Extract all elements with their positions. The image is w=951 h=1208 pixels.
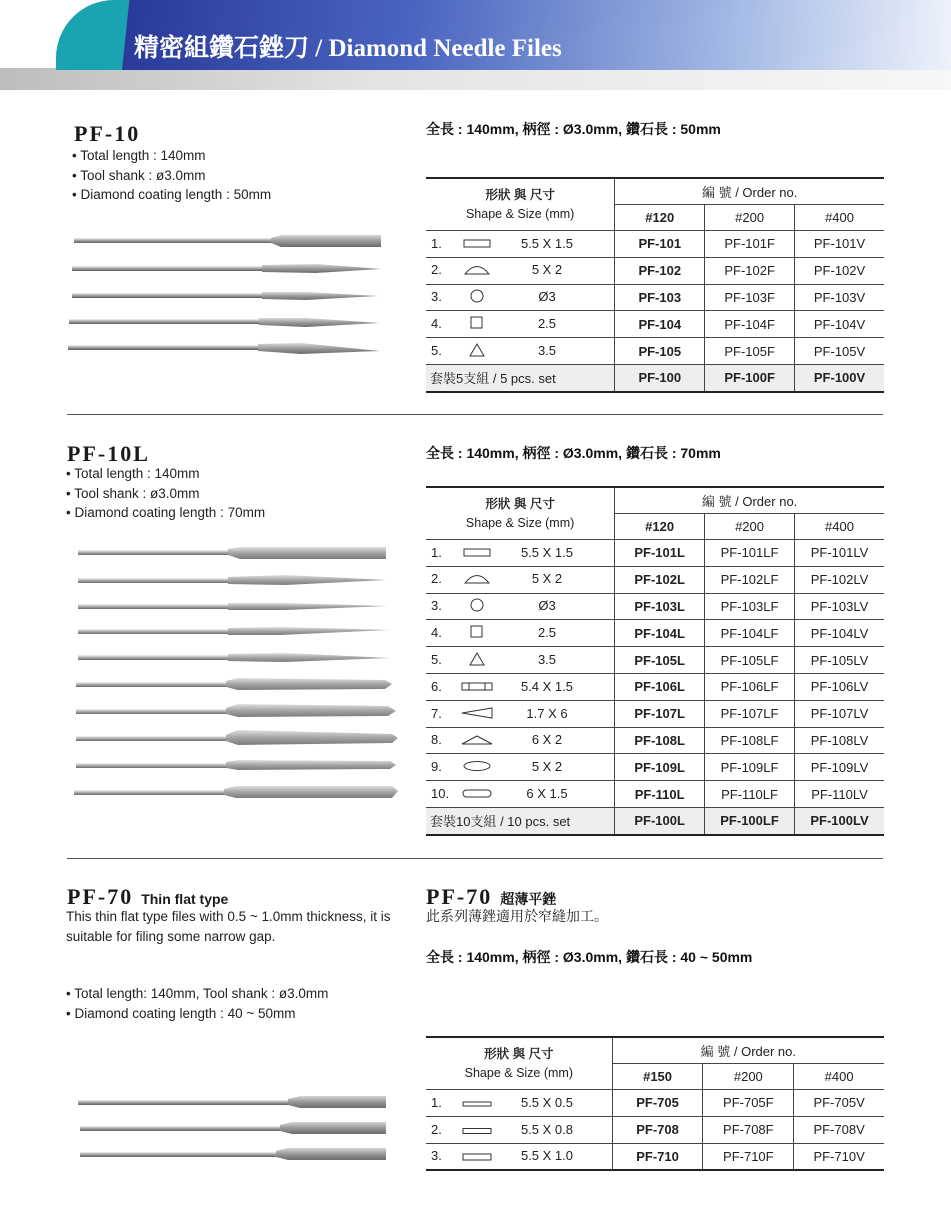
order-code: PF-708V [794, 1116, 884, 1143]
shape-size-header [426, 1037, 612, 1090]
needle-file [72, 292, 378, 300]
pf10-order-table [426, 177, 884, 393]
table-row [426, 700, 884, 727]
size-value: 1.7 X 6 [526, 705, 568, 721]
order-code: PF-110LV [795, 781, 884, 808]
order-code: PF-705F [703, 1090, 794, 1117]
order-code: PF-102LF [705, 566, 795, 593]
shape-size-zh: 形狀 與 尺寸 [485, 496, 555, 511]
order-code: PF-106LF [705, 673, 795, 700]
pf70-model-right: PF-70 [426, 884, 493, 909]
order-code: PF-109LV [795, 754, 884, 781]
order-code: PF-105LV [795, 647, 884, 674]
table-row [426, 673, 884, 700]
row-number: 2. [431, 262, 442, 278]
shape-size-en: Shape & Size (mm) [465, 515, 575, 530]
pf10l-spec-item: • Tool shank : ø3.0mm [66, 485, 200, 501]
table-row [426, 727, 884, 754]
table-row [426, 284, 884, 311]
square-icon [457, 315, 497, 334]
set-label: 套裝5支組 / 5 pcs. set [426, 364, 615, 391]
shape-size-header [426, 487, 615, 540]
shape-size-zh: 形狀 與 尺寸 [485, 187, 555, 202]
row-number: 5. [431, 651, 442, 667]
needle-file [76, 730, 398, 745]
table-row [426, 647, 884, 674]
knife-icon [457, 707, 497, 722]
order-code: PF-105LF [705, 647, 795, 674]
order-code: PF-105 [615, 338, 705, 365]
pf70-spec-item: • Total length: 140mm, Tool shank : ø3.0mm [66, 986, 329, 1001]
grit-col-header: #120 [615, 514, 705, 540]
order-code: PF-705V [794, 1090, 884, 1117]
set-row [426, 364, 884, 391]
set-label: 套裝10支組 / 10 pcs. set [426, 807, 615, 834]
order-code: PF-109LF [705, 754, 795, 781]
pf10l-order-table [426, 486, 884, 836]
pf70-headline: 全長 : 140mm, 柄徑 : Ø3.0mm, 鑽石長 : 40 ~ 50mm [426, 949, 753, 965]
half-round-icon [457, 262, 497, 279]
needle-file [78, 1096, 386, 1108]
grit-col-header: #150 [612, 1064, 703, 1090]
grit-col-header: #120 [615, 205, 705, 231]
shape-size-en: Shape & Size (mm) [465, 206, 575, 221]
order-code: PF-108L [615, 727, 705, 754]
pf10l-spec-item: • Total length : 140mm [66, 466, 200, 481]
pf10-file-illustrations [66, 228, 386, 363]
grit-col-header: #400 [795, 205, 884, 231]
pf10l-headline: 全長 : 140mm, 柄徑 : Ø3.0mm, 鑽石長 : 70mm [426, 445, 721, 461]
row-number: 2. [431, 571, 442, 587]
order-code: PF-102LV [795, 566, 884, 593]
order-code: PF-103V [795, 284, 884, 311]
set-row [426, 807, 884, 834]
needle-file [78, 653, 390, 662]
order-code: PF-102 [615, 257, 705, 284]
pf70-model: PF-70 [67, 884, 134, 909]
order-code: PF-101L [615, 540, 705, 567]
size-value: 3.5 [537, 651, 557, 667]
barrette-icon [457, 734, 497, 749]
order-code: PF-101V [795, 231, 884, 258]
pf70-subtitle: Thin flat type [141, 891, 229, 907]
order-code: PF-106LV [795, 673, 884, 700]
order-code: PF-710V [794, 1143, 884, 1170]
order-code: PF-100LV [795, 807, 884, 834]
needle-file [76, 678, 392, 690]
needle-file [68, 343, 380, 354]
needle-file [78, 627, 390, 635]
table-row [426, 257, 884, 284]
needle-file [76, 760, 396, 770]
row-number: 1. [431, 544, 442, 560]
size-value: 2.5 [537, 624, 557, 640]
row-number: 5. [431, 342, 442, 358]
order-code: PF-101LV [795, 540, 884, 567]
order-code: PF-103L [615, 593, 705, 620]
order-code: PF-710 [612, 1143, 703, 1170]
pf10l-file-illustrations [70, 540, 405, 805]
size-value: Ø3 [538, 288, 556, 304]
pf10-spec-item: • Tool shank : ø3.0mm [72, 167, 206, 183]
order-code: PF-102V [795, 257, 884, 284]
size-value: 5.5 X 0.5 [520, 1094, 574, 1110]
grit-col-header: #200 [705, 514, 795, 540]
shape-size-header [426, 178, 615, 231]
pf10-spec-list [72, 146, 271, 205]
pf70-order-table [426, 1036, 884, 1171]
pf70-description: This thin flat type files with 0.5 ~ 1.0mm thickness, it is suitable for filing some narrow gap. [66, 909, 391, 944]
order-code: PF-108LV [795, 727, 884, 754]
order-code: PF-103LF [705, 593, 795, 620]
row-number: 2. [431, 1121, 442, 1137]
row-number: 4. [431, 624, 442, 640]
needle-file [78, 603, 388, 610]
size-value: 5.5 X 0.8 [520, 1121, 574, 1137]
pf70-spec-item: • Diamond coating length : 40 ~ 50mm [66, 1005, 296, 1021]
table-row [426, 754, 884, 781]
thin-flat-icon [457, 1150, 497, 1165]
pf10-model-title: PF-10 [74, 121, 141, 146]
row-number: 1. [431, 235, 442, 251]
order-no-header: 編 號 / Order no. [612, 1037, 884, 1064]
order-code: PF-106L [615, 673, 705, 700]
size-value: 5.5 X 1.5 [520, 544, 574, 560]
table-row [426, 1090, 884, 1117]
table-row [426, 231, 884, 258]
order-code: PF-100LF [705, 807, 795, 834]
thin-flat-icon [457, 1096, 497, 1111]
rectangle-flat-icon [457, 237, 497, 252]
needle-file [74, 786, 398, 798]
order-code: PF-107LF [705, 700, 795, 727]
needle-file [78, 547, 386, 559]
order-code: PF-102F [705, 257, 795, 284]
order-code: PF-103LV [795, 593, 884, 620]
pf70-subtitle-zh: 超薄平銼 [500, 891, 557, 907]
needle-file [78, 575, 386, 585]
row-number: 8. [431, 732, 442, 748]
row-number: 1. [431, 1094, 442, 1110]
order-code: PF-103F [705, 284, 795, 311]
triangle-icon [457, 342, 497, 361]
order-code: PF-705 [612, 1090, 703, 1117]
size-value: 6 X 1.5 [526, 786, 568, 802]
pf70-spec-list [66, 984, 328, 1023]
table-row [426, 1116, 884, 1143]
table-row [426, 566, 884, 593]
triangle-icon [457, 651, 497, 670]
row-number: 3. [431, 597, 442, 613]
grit-col-header: #200 [705, 205, 795, 231]
needle-file [74, 235, 381, 247]
order-code: PF-101LF [705, 540, 795, 567]
order-code: PF-101F [705, 231, 795, 258]
grit-col-header: #200 [703, 1064, 794, 1090]
round-icon [457, 597, 497, 616]
order-code: PF-104LV [795, 620, 884, 647]
order-code: PF-102L [615, 566, 705, 593]
grit-col-header: #400 [794, 1064, 884, 1090]
size-value: 2.5 [537, 315, 557, 331]
row-number: 7. [431, 705, 442, 721]
table-row [426, 311, 884, 338]
order-code: PF-103 [615, 284, 705, 311]
order-no-header: 編 號 / Order no. [615, 178, 884, 205]
size-value: 5.4 X 1.5 [520, 678, 574, 694]
row-number: 3. [431, 1148, 442, 1164]
table-row [426, 620, 884, 647]
row-number: 9. [431, 759, 442, 775]
size-value: 5 X 2 [531, 759, 563, 775]
section-divider [67, 414, 883, 415]
order-code: PF-110LF [705, 781, 795, 808]
order-code: PF-110L [615, 781, 705, 808]
size-value: 5 X 2 [531, 571, 563, 587]
order-code: PF-100V [795, 364, 884, 391]
header-gray-band [0, 68, 951, 90]
shape-size-en: Shape & Size (mm) [464, 1065, 574, 1080]
needle-file [80, 1122, 386, 1134]
table-row [426, 781, 884, 808]
row-number: 6. [431, 678, 442, 694]
order-code: PF-104 [615, 311, 705, 338]
table-row [426, 338, 884, 365]
order-code: PF-105V [795, 338, 884, 365]
table-row [426, 1143, 884, 1170]
order-code: PF-104L [615, 620, 705, 647]
pf10l-spec-item: • Diamond coating length : 70mm [66, 505, 266, 520]
order-no-header: 編 號 / Order no. [615, 487, 884, 514]
row-number: 4. [431, 315, 442, 331]
thin-flat-icon [457, 1123, 497, 1138]
pf10l-model-title: PF-10L [67, 441, 150, 466]
rectangle-wide-icon [457, 680, 497, 695]
order-code: PF-104V [795, 311, 884, 338]
order-code: PF-101 [615, 231, 705, 258]
order-code: PF-105L [615, 647, 705, 674]
needle-file [76, 704, 396, 717]
order-code: PF-710F [703, 1143, 794, 1170]
round-icon [457, 288, 497, 307]
shape-size-zh: 形狀 與 尺寸 [484, 1046, 554, 1061]
order-code: PF-100L [615, 807, 705, 834]
table-row [426, 540, 884, 567]
order-code: PF-107LV [795, 700, 884, 727]
order-code: PF-100F [705, 364, 795, 391]
order-code: PF-708 [612, 1116, 703, 1143]
pf70-file-illustrations [74, 1088, 394, 1168]
size-value: 6 X 2 [531, 732, 563, 748]
crossing-icon [457, 760, 497, 775]
pf70-description-zh: 此系列薄銼適用於窄縫加工。 [426, 908, 608, 924]
half-round-icon [457, 571, 497, 588]
order-code: PF-100 [615, 364, 705, 391]
needle-file [69, 318, 380, 327]
needle-file [72, 264, 381, 273]
square-icon [457, 624, 497, 643]
size-value: 3.5 [537, 342, 557, 358]
pf10l-spec-list [66, 464, 265, 523]
order-code: PF-708F [703, 1116, 794, 1143]
pf10-spec-item: • Diamond coating length : 50mm [72, 187, 272, 202]
needle-file [80, 1148, 386, 1160]
order-code: PF-105F [705, 338, 795, 365]
pf10-spec-item: • Total length : 140mm [72, 148, 206, 163]
order-code: PF-109L [615, 754, 705, 781]
order-code: PF-107L [615, 700, 705, 727]
size-value: 5 X 2 [531, 262, 563, 278]
oval-flat-icon [457, 787, 497, 802]
row-number: 10. [431, 786, 450, 802]
size-value: 5.5 X 1.5 [520, 235, 574, 251]
pf10-headline: 全長 : 140mm, 柄徑 : Ø3.0mm, 鑽石長 : 50mm [426, 121, 721, 137]
size-value: Ø3 [538, 597, 556, 613]
section-divider [67, 858, 883, 859]
order-code: PF-108LF [705, 727, 795, 754]
order-code: PF-104F [705, 311, 795, 338]
page-title: 精密組鑽石銼刀 / Diamond Needle Files [134, 35, 562, 62]
order-code: PF-104LF [705, 620, 795, 647]
grit-col-header: #400 [795, 514, 884, 540]
rectangle-flat-icon [457, 546, 497, 561]
table-row [426, 593, 884, 620]
size-value: 5.5 X 1.0 [520, 1148, 574, 1164]
row-number: 3. [431, 288, 442, 304]
